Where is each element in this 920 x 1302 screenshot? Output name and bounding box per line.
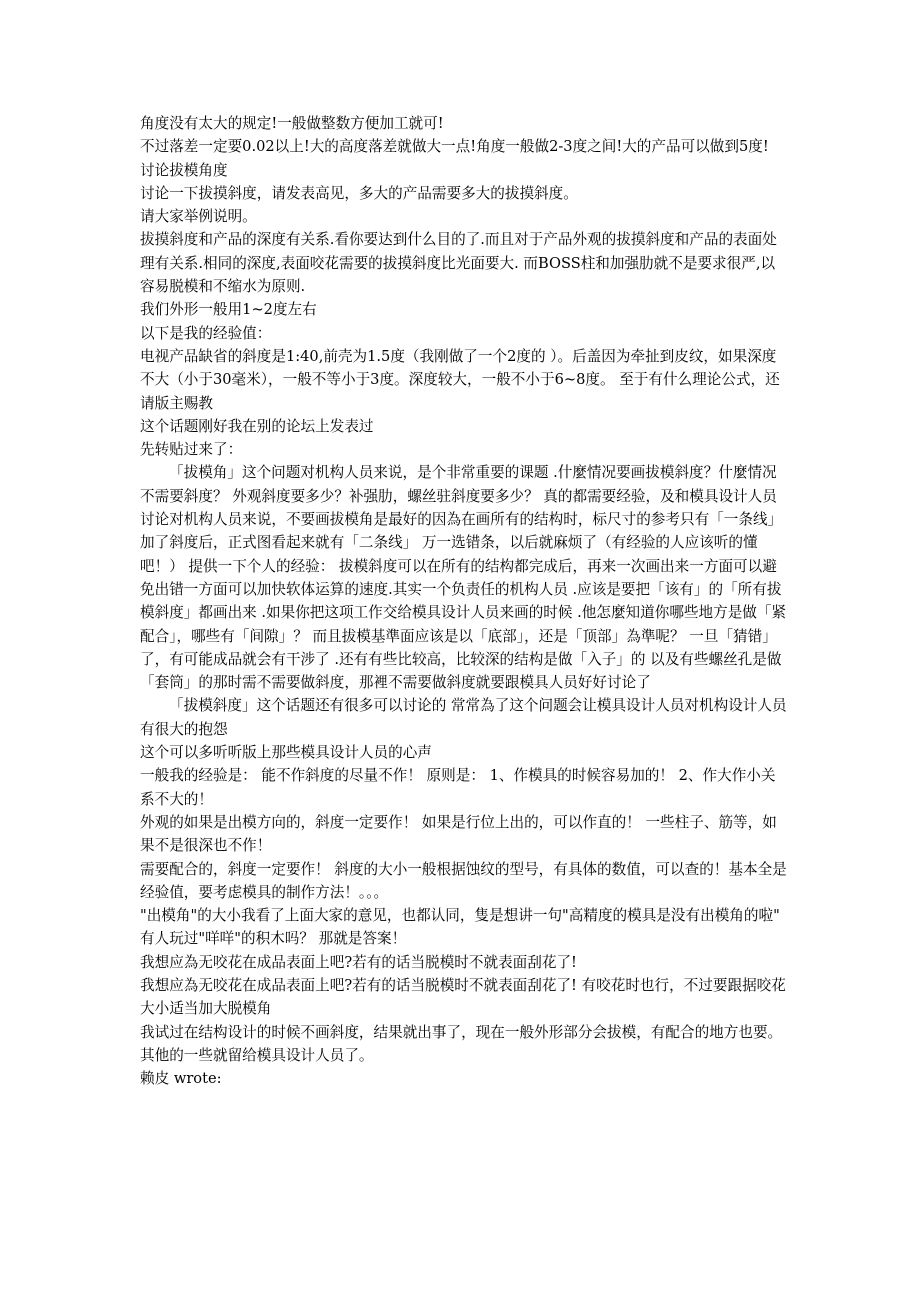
paragraph: 以下是我的经验值： bbox=[140, 324, 272, 342]
paragraph: 我试过在结构设计的时候不画斜度，结果就出事了，现在一般外形部分会拔模，有配合的地方也要。其他的一些就留给模具设计人员了。 bbox=[140, 1023, 783, 1064]
paragraph: 电视产品缺省的斜度是1:40,前壳为1.5度（我刚做了一个2度的 ）。后盖因为牵扯到皮纹，如果深度不大（小于30毫米），一般不等小于3度。深度较大，一般不小于6~8度。 至于有什么理论公式，还请版主赐教 bbox=[140, 347, 780, 412]
paragraph: 我想应為无咬花在成品表面上吧?若有的话当脱模时不就表面刮花了! 有咬花时也行，不过要跟据咬花大小适当加大脱模角 bbox=[140, 976, 786, 1018]
paragraph: 这个可以多听听版上那些模具设计人员的心声 bbox=[140, 744, 432, 762]
paragraph: 讨论拔模角度 bbox=[140, 161, 228, 179]
paragraph: 我想应為无咬花在成品表面上吧?若有的话当脱模时不就表面刮花了! bbox=[140, 953, 577, 971]
paragraph: 外观的如果是出模方向的，斜度一定要作！ 如果是行位上出的，可以作直的！ 一些柱子、筋等，如果不是很深也不作！ bbox=[140, 813, 777, 855]
paragraph: 讨论一下拔摸斜度，请发表高见，多大的产品需要多大的拔摸斜度。 bbox=[140, 184, 578, 202]
paragraph: 「拔模角」这个问题对机构人员来说，是个非常重要的课题 .什麼情况要画拔模斜度？什麼情况不需要斜度？ 外观斜度要多少？补强肋，螺丝驻斜度要多少？ 真的都需要经验，及和模具设计人员讨论对机构人员来说，不要画拔模角是最好的因為在画所有的结构时，标尺寸的参考只有「一条线」加了斜度后，正式图看起来就有「二条线」 万一选错条，以后就麻烦了（有经验的人应该听的懂吧！） 提供一下个人的经验： 拔模斜度可以在所有的结构都完成后，再来一次画出来一方面可以避免出错一方面可以加快软体运算的速度.其实一个负责任的机构人员 .应该是要把「该有」的「所有拔模斜度」都画出来 .如果你把这项工作交给模具设计人员来画的时候 .他怎麼知道你哪些地方是做「紧配合」，哪些有「间隙」？ 而且拔模基準面应该是以「底部」，还是「顶部」為準呢？ 一旦「猜错」了，有可能成品就会有干涉了 .还有有些比较高，比较深的结构是做「入子」的 以及有些螺丝孔是做「套筒」的那时需不需要做斜度，那裡不需要做斜度就要跟模具人员好好讨论了 bbox=[140, 464, 787, 692]
paragraph: 不过落差一定要0.02以上!大的高度落差就做大一点!角度一般做2-3度之间!大的产品可以做到5度! bbox=[140, 138, 769, 156]
paragraph: 赖皮 wrote: bbox=[140, 1070, 222, 1088]
paragraph: 请大家举例说明。 bbox=[140, 208, 257, 226]
document-body bbox=[140, 112, 788, 1090]
paragraph: 需要配合的，斜度一定要作！ 斜度的大小一般根据蚀纹的型号，有具体的数值，可以查的！基本全是经验值，要考虑模具的制作方法！。。。 bbox=[140, 860, 787, 901]
paragraph: 拔摸斜度和产品的深度有关系.看你要达到什么目的了.而且对于产品外观的拔摸斜度和产品的表面处理有关系.相同的深度,表面咬花需要的拔摸斜度比光面要大. 而BOSS柱和加强肋就不是要求很严,以容易脱模和不缩水为原则. bbox=[140, 231, 777, 296]
paragraph: 先转贴过来了： bbox=[140, 441, 243, 459]
paragraph: 我们外形一般用1~2度左右 bbox=[140, 301, 317, 319]
paragraph: "出模角"的大小我看了上面大家的意见，也都认同，隻是想讲一句"高精度的模具是没有出模角的啦" 有人玩过"咩咩"的积木吗？ 那就是答案！ bbox=[140, 907, 780, 948]
paragraph: 「拔模斜度」这个话题还有很多可以讨论的 常常為了这个问题会让模具设计人员对机构设计人员有很大的抱怨 bbox=[140, 697, 787, 738]
paragraph: 一般我的经验是： 能不作斜度的尽量不作！ 原则是： 1、作模具的时候容易加的！ 2、作大作小关系不大的！ bbox=[140, 767, 776, 808]
paragraph: 这个话题刚好我在别的论坛上发表过 bbox=[140, 417, 374, 435]
paragraph: 角度没有太大的规定!一般做整数方便加工就可! bbox=[140, 115, 444, 132]
